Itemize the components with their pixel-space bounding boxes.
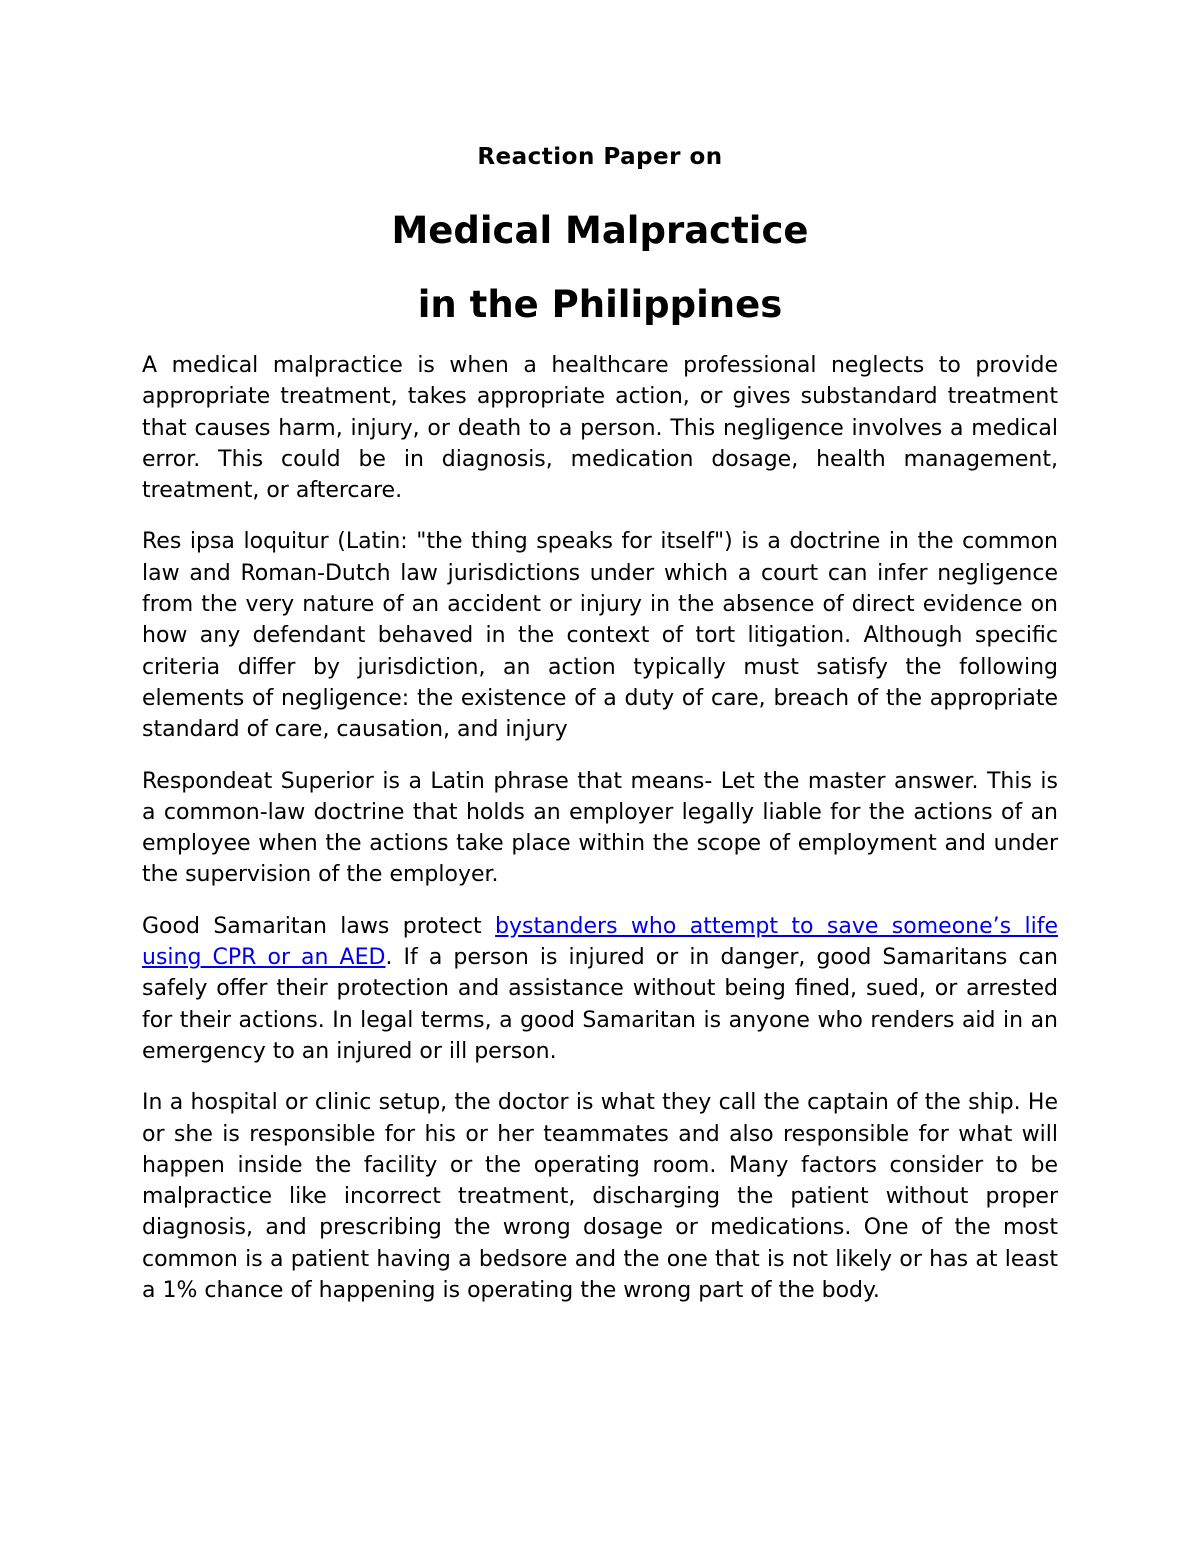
- document-page: [142, 138, 1058, 1326]
- samaritan-text-before: Good Samaritan laws protect: [142, 913, 496, 939]
- title-line-2: in the Philippines: [417, 283, 783, 326]
- paragraph-respondeat-superior: Respondeat Superior is a Latin phrase that means- Let the master answer. This is a common-law doctrine that holds an employer legally liable for the actions of an employee when the actions take place within the scope of employment and under the supervision of the employer.: [142, 768, 1058, 888]
- samaritan-link[interactable]: bystanders who attempt to save someone’s life using CPR or an AED: [142, 913, 1058, 971]
- paragraph-res-ipsa-loquitur: Res ipsa loquitur (Latin: "the thing speaks for itself") is a doctrine in the common law and Roman-Dutch law jurisdictions under which a court can infer negligence from the very nature of an accident or injury in the absence of direct evidence on how any defendant behaved in the context of tort litigation. Although specific criteria differ by jurisdiction, an action typically must satisfy the following elements of negligence: the existence of a duty of care, breach of the appropriate standard of care, causation, and injury: [142, 529, 1058, 743]
- document-subtitle: Reaction Paper on: [477, 144, 723, 170]
- paragraph-captain-of-ship: In a hospital or clinic setup, the doctor is what they call the captain of the ship. He or she is responsible for his or her teammates and also responsible for what will happen inside the facility or the operating room. Many factors consider to be malpractice like incorrect treatment, discharging the patient without proper diagnosis, and prescribing the wrong dosage or medications. One of the most common is a patient having a bedsore and the one that is not likely or has at least a 1% chance of happening is operating the wrong part of the body.: [142, 1090, 1058, 1304]
- paragraph-good-samaritan: [142, 911, 1058, 1067]
- samaritan-text-after: . If a person is injured or in danger, good Samaritans can safely offer their protection and assistance without being fined, sued, or arrested for their actions. In legal terms, a good Samaritan is anyone who renders aid in an emergency to an injured or ill person.: [142, 945, 1058, 1064]
- title-line-1: Medical Malpractice: [391, 209, 809, 252]
- document-title: [142, 194, 1058, 342]
- paragraph-medical-malpractice: A medical malpractice is when a healthcare professional neglects to provide appropriate treatment, takes appropriate action, or gives substandard treatment that causes harm, injury, or death to a person. This negligence involves a medical error. This could be in diagnosis, medication dosage, health management, treatment, or aftercare.: [142, 353, 1058, 504]
